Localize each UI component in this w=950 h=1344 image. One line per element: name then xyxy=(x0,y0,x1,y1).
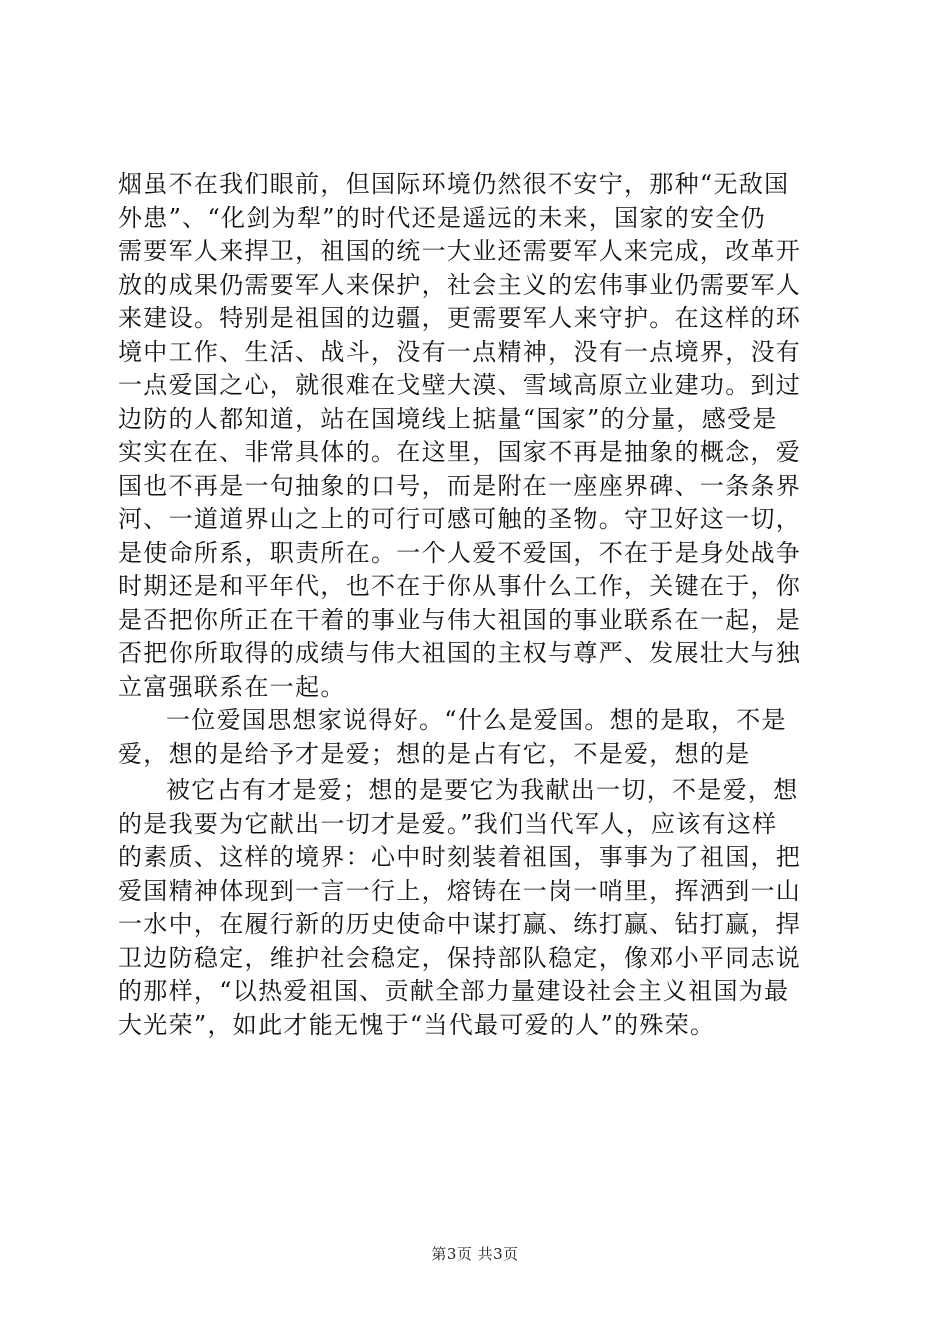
text-line: 卫边防稳定，维护社会稳定，保持部队稳定，像邓小平同志说 xyxy=(118,943,802,972)
text-line: 河、一道道界山之上的可行可感可触的圣物。守卫好这一切， xyxy=(118,505,802,533)
text-line: 的是我要为它献出一切才是爱。”我们当代军人，应该有这样 xyxy=(118,809,778,838)
text-line: 立富强联系在一起。 xyxy=(118,672,346,701)
text-line: 外患”、“化剑为犁”的时代还是遥远的未来，国家的安全仍 xyxy=(118,203,766,232)
page-footer xyxy=(0,1243,950,1264)
paragraph-1 xyxy=(118,168,834,704)
text-line: 是使命所系，职责所在。一个人爱不爱国，不在于是身处战争 xyxy=(118,538,802,567)
text-line: 的那样，“以热爱祖国、贡献全部力量建设社会主义祖国为最 xyxy=(118,977,790,1005)
text-line: 被它占有才是爱；想的是要它为我献出一切，不是爱，想 xyxy=(166,776,799,804)
text-line: 一位爱国思想家说得好。“什么是爱国。想的是取，不是 xyxy=(166,706,787,734)
text-line: 边防的人都知道，站在国境线上掂量“国家”的分量，感受是 xyxy=(118,404,778,433)
text-line: 国也不再是一句抽象的口号，而是附在一座座界碑、一条条界 xyxy=(118,471,802,500)
text-line: 一水中，在履行新的历史使命中谋打赢、练打赢、钻打赢，捍 xyxy=(118,910,802,938)
text-line: 否把你所取得的成绩与伟大祖国的主权与尊严、发展壮大与独 xyxy=(118,639,802,667)
text-line: 一点爱国之心，就很难在戈壁大漠、雪域高原立业建功。到过 xyxy=(118,371,802,399)
paragraph-3 xyxy=(118,774,834,1042)
text-line: 实实在在、非常具体的。在这里，国家不再是抽象的概念，爱 xyxy=(118,438,802,466)
paragraph-2 xyxy=(118,704,834,771)
text-line: 放的成果仍需要军人来保护，社会主义的宏伟事业仍需要军人 xyxy=(118,270,802,299)
text-line: 来建设。特别是祖国的边疆，更需要军人来守护。在这样的环 xyxy=(118,304,802,332)
page-number-label: 第3页 共3页 xyxy=(431,1245,519,1263)
text-line: 是否把你所正在干着的事业与伟大祖国的事业联系在一起，是 xyxy=(118,605,802,634)
text-line: 时期还是和平年代，也不在于你从事什么工作，关键在于，你 xyxy=(118,572,802,600)
text-line: 需要军人来捍卫，祖国的统一大业还需要军人来完成，改革开 xyxy=(118,237,802,265)
text-line: 的素质、这样的境界：心中时刻装着祖国，事事为了祖国，把 xyxy=(118,843,802,871)
text-line: 大光荣”，如此才能无愧于“当代最可爱的人”的殊荣。 xyxy=(118,1010,716,1039)
text-line: 爱，想的是给予才是爱；想的是占有它，不是爱，想的是 xyxy=(118,739,751,768)
text-line: 烟虽不在我们眼前，但国际环境仍然很不安宁，那种“无敌国 xyxy=(118,170,790,198)
text-line: 境中工作、生活、战斗，没有一点精神，没有一点境界，没有 xyxy=(118,337,802,366)
text-line: 爱国精神体现到一言一行上，熔铸在一岗一哨里，挥洒到一山 xyxy=(118,876,802,905)
